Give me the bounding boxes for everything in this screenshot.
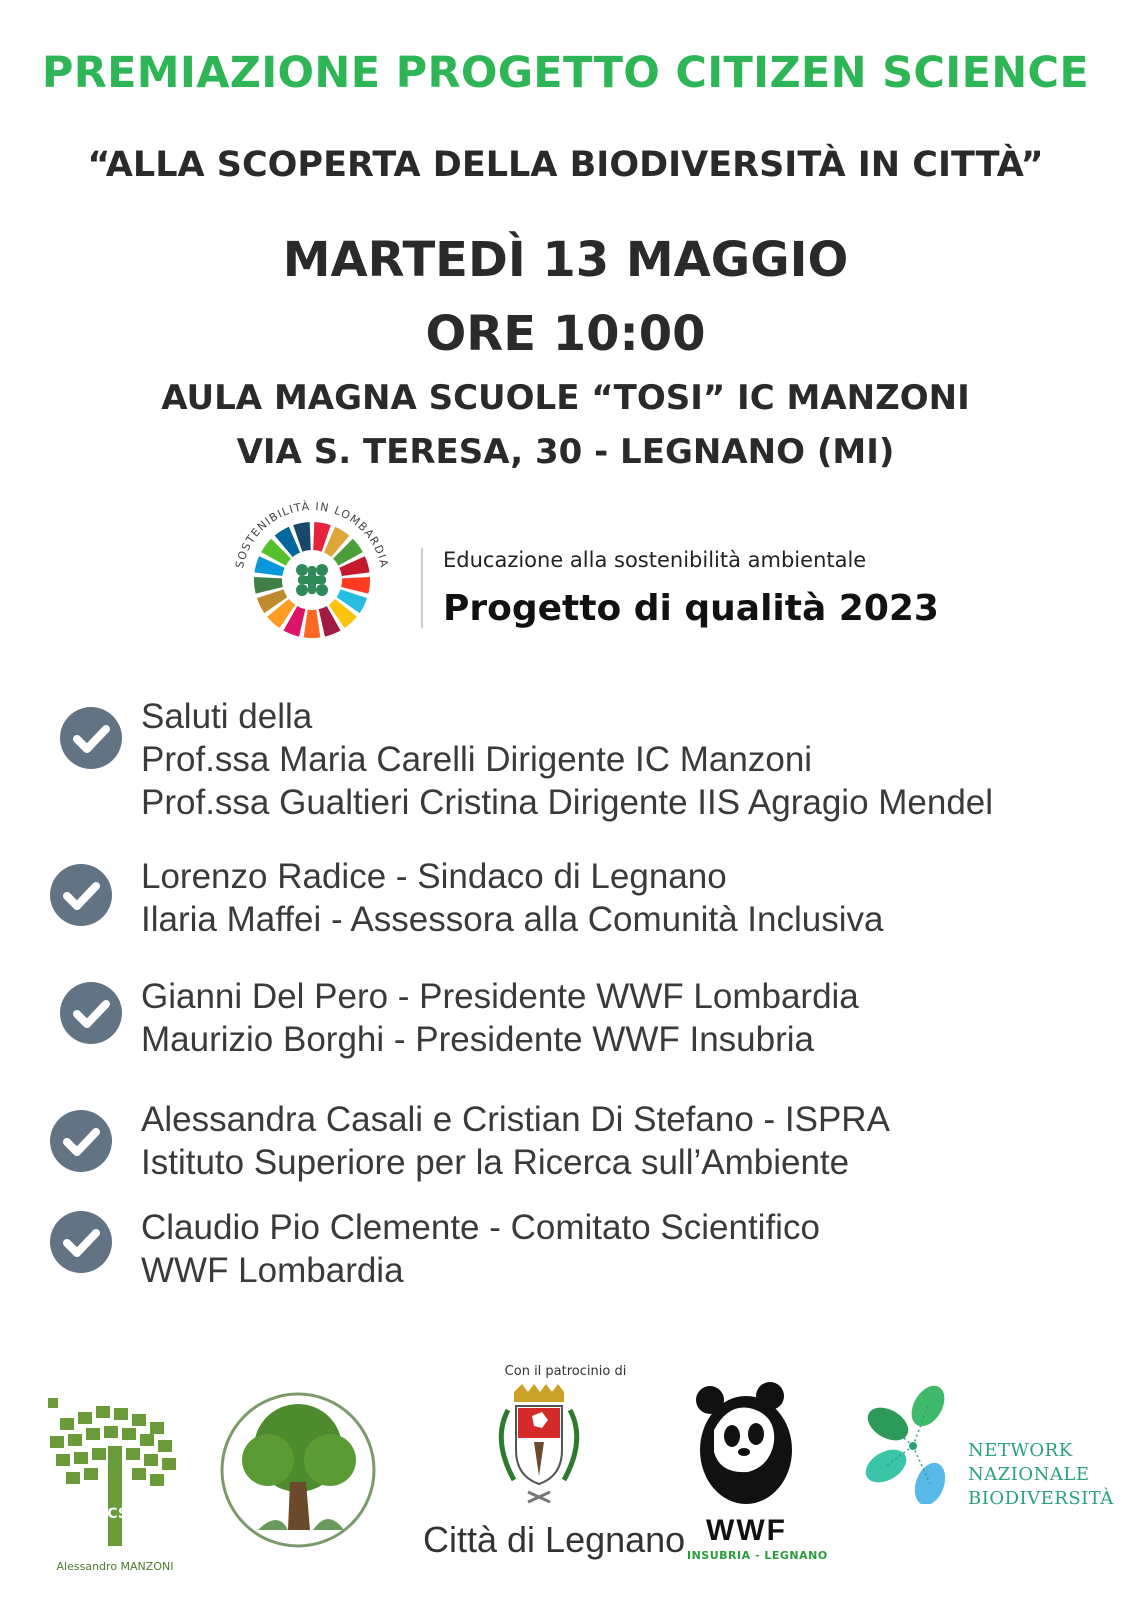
check-icon — [60, 982, 122, 1044]
agenda-text — [141, 695, 993, 824]
svg-text:ICS: ICS — [102, 1506, 128, 1522]
event-subtitle: “ALLA SCOPERTA DELLA BIODIVERSITÀ IN CITTÀ” — [87, 145, 1044, 185]
agenda-line: Ilaria Maffei - Assessora alla Comunità Inclusiva — [141, 900, 884, 939]
agenda-line: WWF Lombardia — [141, 1251, 404, 1290]
agenda-line: Prof.ssa Maria Carelli Dirigente IC Manzoni — [141, 740, 813, 779]
svg-text:Alessandro MANZONI: Alessandro MANZONI — [56, 1560, 174, 1573]
lombardia-rose-icon — [296, 564, 328, 596]
divider — [421, 548, 423, 628]
network-leaves-logo — [858, 1384, 968, 1504]
oak-logo — [218, 1390, 378, 1550]
city-name: Città di Legnano — [423, 1519, 686, 1560]
network-line-3: BIODIVERSITÀ — [968, 1488, 1114, 1509]
agenda-line: Istituto Superiore per la Ricerca sull’Ambiente — [141, 1143, 850, 1182]
agenda-line: Gianni Del Pero - Presidente WWF Lombardia — [141, 977, 859, 1016]
agenda-line: Alessandra Casali e Cristian Di Stefano - ISPRA — [141, 1100, 890, 1139]
check-icon — [50, 864, 112, 926]
agenda-line: Maurizio Borghi - Presidente WWF Insubria — [141, 1020, 814, 1059]
check-icon — [50, 1211, 112, 1273]
network-line-1: NETWORK — [968, 1440, 1073, 1461]
check-icon — [50, 1110, 112, 1172]
panda-logo — [690, 1380, 800, 1510]
sdg-wheel-icon — [222, 490, 402, 670]
agenda-line: Saluti della — [141, 697, 313, 736]
sdg-quality-label: Progetto di qualità 2023 — [443, 588, 939, 629]
agenda-text — [141, 975, 859, 1061]
patronage-caption: Con il patrocinio di — [504, 1364, 627, 1379]
agenda-text — [141, 1098, 890, 1184]
agenda-line: Claudio Pio Clemente - Comitato Scientifico — [141, 1208, 820, 1247]
venue-address: VIA S. TERESA, 30 - LEGNANO (MI) — [236, 432, 895, 472]
sdg-segment — [304, 610, 321, 638]
wwf-label: WWF — [706, 1514, 787, 1547]
city-crest-logo — [484, 1380, 594, 1510]
sdg-caption: Educazione alla sostenibilità ambientale — [443, 548, 867, 572]
event-time: ORE 10:00 — [425, 306, 706, 362]
network-line-2: NAZIONALE — [968, 1464, 1090, 1485]
check-icon — [60, 707, 122, 769]
venue-name: AULA MAGNA SCUOLE “TOSI” IC MANZONI — [161, 378, 970, 418]
event-title: PREMIAZIONE PROGETTO CITIZEN SCIENCE — [41, 48, 1090, 98]
sdg-ring-text: SOSTENIBILITÀ IN LOMBARDIA — [233, 499, 391, 570]
agenda-line: Prof.ssa Gualtieri Cristina Dirigente IIS Agragio Mendel — [141, 783, 994, 822]
event-date: MARTEDÌ 13 MAGGIO — [282, 232, 849, 288]
wwf-subtitle: INSUBRIA - LEGNANO — [687, 1549, 828, 1562]
tree-logo — [40, 1398, 190, 1578]
agenda-text — [141, 855, 883, 941]
agenda-line: Lorenzo Radice - Sindaco di Legnano — [141, 857, 727, 896]
agenda-text — [141, 1206, 820, 1292]
